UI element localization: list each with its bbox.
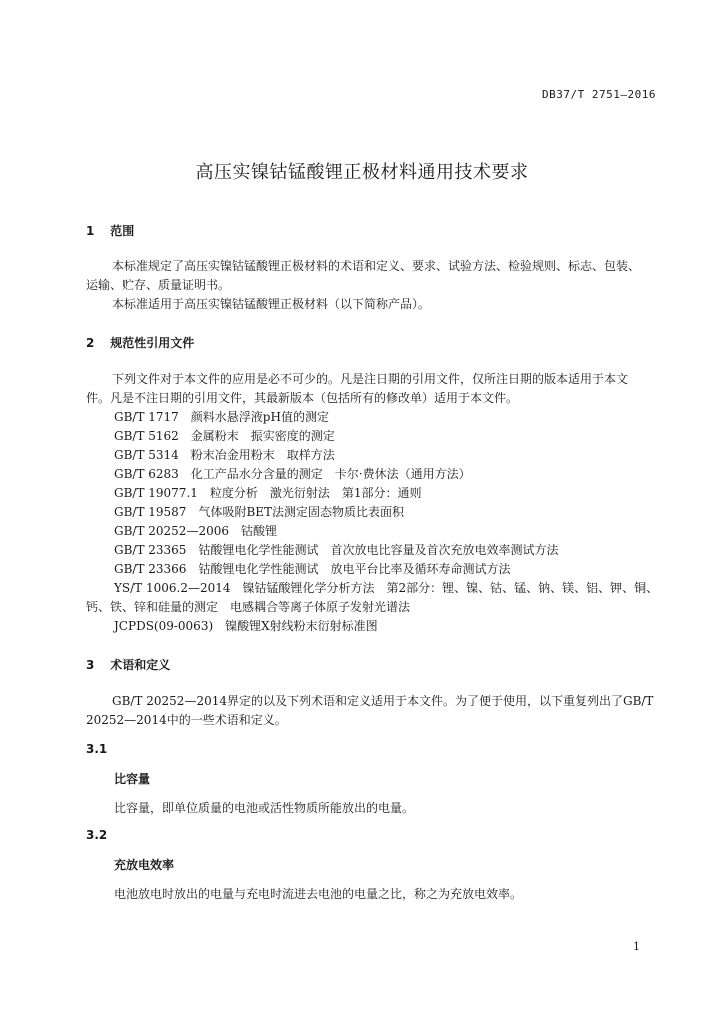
refs-intro-b: 件。凡是不注日期的引用文件，其最新版本（包括所有的修改单）适用于本文件。	[86, 391, 519, 405]
reference-item: GB/T 1717 颜料水悬浮液pH值的测定	[114, 410, 329, 424]
reference-item: GB/T 23365 钴酸锂电化学性能测试 首次放电比容量及首次充放电效率测试方法	[114, 543, 559, 557]
section-2-number: 2	[86, 336, 95, 350]
reference-item: GB/T 6283 化工产品水分含量的测定 卡尔·费休法（通用方法）	[114, 467, 471, 481]
scope-paragraph-1a: 本标准规定了高压实镍钴锰酸锂正极材料的术语和定义、要求、试验方法、检验规则、标志、包装、	[112, 259, 641, 273]
page-number: 1	[633, 940, 640, 953]
standard-number: DB37/T 2751—2016	[542, 88, 656, 101]
reference-item: GB/T 5162 金属粉末 振实密度的测定	[114, 429, 335, 443]
section-1-body	[86, 257, 658, 314]
term-3-2-definition: 电池放电时放出的电量与充电时流进去电池的电量之比，称之为充放电效率。	[114, 887, 523, 901]
reference-item: GB/T 19077.1 粒度分析 激光衍射法 第1部分：通则	[114, 486, 422, 500]
terms-intro-a: GB/T 20252—2014界定的以及下列术语和定义适用于本文件。为了便于使用，以下重复列出了GB/T	[112, 694, 654, 708]
reference-item: GB/T 20252—2006 钴酸锂	[114, 524, 277, 538]
reference-item: YS/T 1006.2—2014 镍钴锰酸锂化学分析方法 第2部分：锂、镍、钴、锰、钠、镁、铝、钾、铜、	[114, 581, 659, 595]
term-3-1-name: 比容量	[114, 772, 151, 786]
section-2-heading	[86, 334, 194, 351]
scope-paragraph-2: 本标准适用于高压实镍钴锰酸锂正极材料（以下简称产品）。	[112, 297, 431, 311]
document-title: 高压实镍钴锰酸锂正极材料通用技术要求	[195, 162, 529, 183]
term-3-1-definition: 比容量，即单位质量的电池或活性物质所能放出的电量。	[114, 801, 415, 815]
section-1-heading	[86, 222, 134, 239]
section-1-title: 范围	[110, 224, 135, 238]
terms-intro-b: 20252—2014中的一些术语和定义。	[86, 713, 287, 727]
term-3-2-number: 3.2	[86, 828, 108, 842]
reference-item: GB/T 5314 粉末冶金用粉末 取样方法	[114, 448, 335, 462]
section-3-number: 3	[86, 658, 95, 672]
reference-item: GB/T 19587 气体吸附BET法测定固态物质比表面积	[114, 505, 405, 519]
term-3-1-number: 3.1	[86, 742, 108, 756]
reference-item-continuation: 钙、铁、锌和硅量的测定 电感耦合等离子体原子发射光谱法	[86, 600, 411, 614]
section-2-intro	[86, 370, 658, 408]
section-3-title: 术语和定义	[110, 658, 171, 672]
scope-paragraph-1b: 运输、贮存、质量证明书。	[86, 278, 231, 292]
refs-intro-a: 下列文件对于本文件的应用是必不可少的。凡是注日期的引用文件，仅所注日期的版本适用于本文	[112, 372, 629, 386]
term-3-2-name: 充放电效率	[114, 858, 175, 872]
reference-item: GB/T 23366 钴酸锂电化学性能测试 放电平台比率及循环寿命测试方法	[114, 562, 511, 576]
section-3-heading	[86, 656, 170, 673]
section-2-title: 规范性引用文件	[110, 336, 195, 350]
section-1-number: 1	[86, 224, 95, 238]
section-3-intro	[86, 692, 658, 730]
reference-item: JCPDS(09-0063) 镍酸锂X射线粉末衍射标准图	[114, 619, 378, 633]
